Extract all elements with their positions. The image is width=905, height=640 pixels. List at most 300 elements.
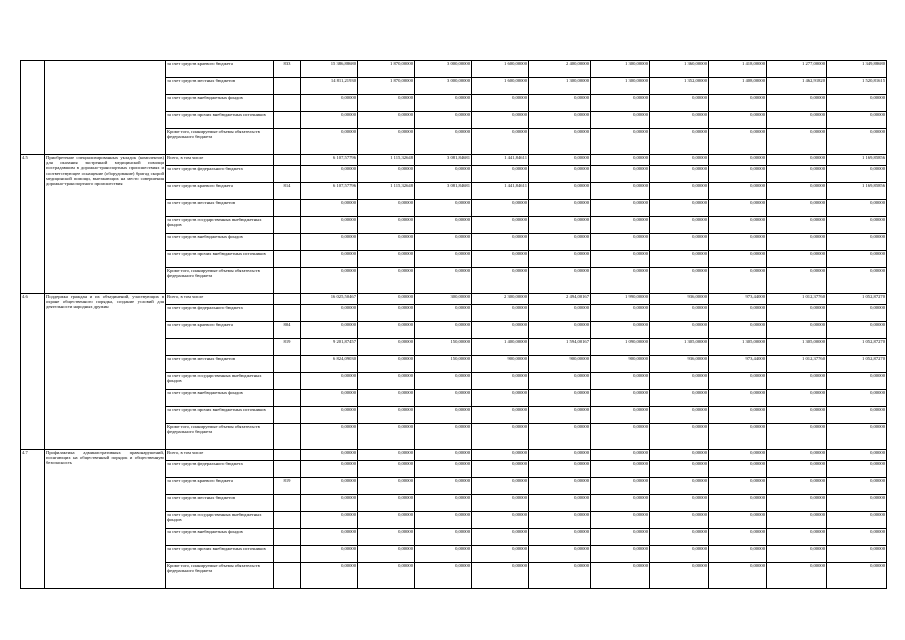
amount-cell: 0,00000 bbox=[472, 305, 529, 322]
amount-cell: 0,00000 bbox=[767, 322, 827, 339]
amount-cell: 1 520,81615 bbox=[827, 78, 887, 95]
amount-cell: 973,44000 bbox=[709, 356, 767, 373]
amount-cell: 0,00000 bbox=[767, 268, 827, 294]
amount-cell: 0,00000 bbox=[301, 563, 358, 589]
budget-code bbox=[274, 529, 301, 546]
amount-cell: 0,00000 bbox=[709, 166, 767, 183]
amount-cell: 0,00000 bbox=[358, 461, 415, 478]
amount-cell: 0,00000 bbox=[472, 166, 529, 183]
amount-cell: 0,00000 bbox=[767, 390, 827, 407]
funding-source: за счет средств прочих внебюджетных источников bbox=[166, 546, 274, 563]
amount-cell: 0,00000 bbox=[709, 529, 767, 546]
budget-code: 833 bbox=[274, 61, 301, 78]
amount-cell: 0,00000 bbox=[301, 478, 358, 495]
section-number: 4.7 bbox=[21, 450, 45, 589]
amount-cell: 0,00000 bbox=[301, 424, 358, 450]
amount-cell: 1 870,00000 bbox=[358, 78, 415, 95]
budget-code bbox=[274, 450, 301, 461]
amount-cell: 0,00000 bbox=[827, 166, 887, 183]
amount-cell: 0,00000 bbox=[415, 322, 472, 339]
table-body bbox=[21, 61, 887, 589]
amount-cell: 0,00000 bbox=[827, 112, 887, 129]
amount-cell: 0,00000 bbox=[415, 450, 472, 461]
amount-cell: 0,00000 bbox=[415, 251, 472, 268]
amount-cell: 0,00000 bbox=[767, 512, 827, 529]
amount-cell: 0,00000 bbox=[591, 95, 650, 112]
amount-cell: 0,00000 bbox=[415, 390, 472, 407]
amount-cell: 0,00000 bbox=[767, 495, 827, 512]
funding-source: за счет средств прочих внебюджетных источников bbox=[166, 251, 274, 268]
amount-cell: 1 360,00000 bbox=[650, 61, 709, 78]
amount-cell: 1 012,37760 bbox=[767, 294, 827, 305]
amount-cell: 936,00000 bbox=[650, 294, 709, 305]
amount-cell: 0,00000 bbox=[415, 424, 472, 450]
budget-code: 804 bbox=[274, 322, 301, 339]
amount-cell: 0,00000 bbox=[415, 563, 472, 589]
amount-cell: 0,00000 bbox=[827, 200, 887, 217]
amount-cell: 0,00000 bbox=[709, 322, 767, 339]
amount-cell: 2 300,00000 bbox=[472, 294, 529, 305]
amount-cell: 0,00000 bbox=[358, 546, 415, 563]
funding-source: за счет средств государственных внебюджетных фондов bbox=[166, 217, 274, 234]
amount-cell: 0,00000 bbox=[591, 322, 650, 339]
budget-code bbox=[274, 234, 301, 251]
budget-code bbox=[274, 461, 301, 478]
funding-source: за счет средств местных бюджетов bbox=[166, 78, 274, 95]
amount-cell: 0,00000 bbox=[650, 390, 709, 407]
amount-cell: 0,00000 bbox=[767, 563, 827, 589]
amount-cell: 0,00000 bbox=[591, 155, 650, 166]
amount-cell: 0,00000 bbox=[529, 373, 591, 390]
amount-cell: 900,00000 bbox=[529, 356, 591, 373]
amount-cell: 900,00000 bbox=[472, 356, 529, 373]
funding-source: за счет средств федерального бюджета bbox=[166, 166, 274, 183]
amount-cell: 0,00000 bbox=[827, 546, 887, 563]
amount-cell: 0,00000 bbox=[358, 407, 415, 424]
amount-cell: 0,00000 bbox=[650, 373, 709, 390]
amount-cell: 0,00000 bbox=[591, 461, 650, 478]
amount-cell: 0,00000 bbox=[709, 407, 767, 424]
funding-source: Всего, в том числе bbox=[166, 155, 274, 166]
budget-code bbox=[274, 155, 301, 166]
amount-cell: 0,00000 bbox=[529, 407, 591, 424]
amount-cell: 0,00000 bbox=[767, 450, 827, 461]
amount-cell: 1 462,91820 bbox=[767, 78, 827, 95]
amount-cell: 0,00000 bbox=[529, 129, 591, 155]
amount-cell: 0,00000 bbox=[650, 251, 709, 268]
amount-cell: 0,00000 bbox=[767, 200, 827, 217]
amount-cell: 0,00000 bbox=[767, 373, 827, 390]
amount-cell: 0,00000 bbox=[709, 251, 767, 268]
amount-cell: 0,00000 bbox=[650, 407, 709, 424]
amount-cell: 3 000,00000 bbox=[415, 78, 472, 95]
amount-cell: 0,00000 bbox=[650, 546, 709, 563]
budget-code bbox=[274, 95, 301, 112]
amount-cell: 0,00000 bbox=[358, 339, 415, 356]
amount-cell: 0,00000 bbox=[650, 512, 709, 529]
amount-cell: 0,00000 bbox=[650, 424, 709, 450]
amount-cell: 2 400,00000 bbox=[529, 61, 591, 78]
amount-cell: 6 824,09030 bbox=[301, 356, 358, 373]
amount-cell: 0,00000 bbox=[301, 512, 358, 529]
amount-cell: 0,00000 bbox=[529, 546, 591, 563]
amount-cell: 1 115,32648 bbox=[358, 183, 415, 200]
amount-cell: 0,00000 bbox=[529, 450, 591, 461]
amount-cell: 0,00000 bbox=[358, 495, 415, 512]
amount-cell: 1 169,85856 bbox=[827, 155, 887, 166]
amount-cell: 1 418,00000 bbox=[709, 61, 767, 78]
funding-source: за счет средств прочих внебюджетных источников bbox=[166, 407, 274, 424]
amount-cell: 1 305,00000 bbox=[767, 339, 827, 356]
amount-cell: 0,00000 bbox=[827, 390, 887, 407]
amount-cell: 0,00000 bbox=[591, 390, 650, 407]
amount-cell: 0,00000 bbox=[472, 373, 529, 390]
amount-cell: 0,00000 bbox=[709, 373, 767, 390]
amount-cell: 0,00000 bbox=[529, 166, 591, 183]
budget-code bbox=[274, 546, 301, 563]
amount-cell: 0,00000 bbox=[650, 183, 709, 200]
amount-cell: 0,00000 bbox=[650, 155, 709, 166]
budget-code bbox=[274, 217, 301, 234]
amount-cell: 0,00000 bbox=[591, 478, 650, 495]
amount-cell: 0,00000 bbox=[709, 234, 767, 251]
amount-cell: 0,00000 bbox=[767, 407, 827, 424]
amount-cell: 0,00000 bbox=[709, 183, 767, 200]
amount-cell: 0,00000 bbox=[301, 305, 358, 322]
amount-cell: 1 305,00000 bbox=[709, 339, 767, 356]
amount-cell: 0,00000 bbox=[767, 478, 827, 495]
amount-cell: 1 300,00000 bbox=[591, 78, 650, 95]
amount-cell: 0,00000 bbox=[358, 294, 415, 305]
funding-source: Всего, в том числе bbox=[166, 450, 274, 461]
amount-cell: 0,00000 bbox=[301, 322, 358, 339]
amount-cell: 0,00000 bbox=[827, 268, 887, 294]
amount-cell: 0,00000 bbox=[529, 478, 591, 495]
amount-cell: 0,00000 bbox=[358, 251, 415, 268]
amount-cell: 0,00000 bbox=[301, 234, 358, 251]
amount-cell: 3 081,84681 bbox=[415, 183, 472, 200]
amount-cell: 0,00000 bbox=[358, 95, 415, 112]
amount-cell: 0,00000 bbox=[415, 217, 472, 234]
amount-cell: 1 052,87270 bbox=[827, 294, 887, 305]
section-number bbox=[21, 61, 45, 155]
funding-source: за счет средств внебюджетных фондов bbox=[166, 95, 274, 112]
amount-cell: 1 408,00000 bbox=[709, 78, 767, 95]
amount-cell: 0,00000 bbox=[472, 217, 529, 234]
table-row bbox=[21, 61, 887, 78]
amount-cell: 0,00000 bbox=[529, 251, 591, 268]
section-description: Профилактика административных правонарушений, посягающих на общественный порядок и общественную безопасность bbox=[45, 450, 166, 589]
amount-cell: 0,00000 bbox=[591, 251, 650, 268]
amount-cell: 0,00000 bbox=[709, 200, 767, 217]
amount-cell: 0,00000 bbox=[529, 268, 591, 294]
amount-cell: 0,00000 bbox=[358, 200, 415, 217]
amount-cell: 0,00000 bbox=[767, 166, 827, 183]
amount-cell: 0,00000 bbox=[591, 373, 650, 390]
amount-cell: 0,00000 bbox=[650, 305, 709, 322]
amount-cell: 0,00000 bbox=[529, 200, 591, 217]
amount-cell: 0,00000 bbox=[358, 450, 415, 461]
amount-cell: 0,00000 bbox=[709, 390, 767, 407]
amount-cell: 0,00000 bbox=[650, 234, 709, 251]
amount-cell: 0,00000 bbox=[767, 112, 827, 129]
amount-cell: 0,00000 bbox=[301, 95, 358, 112]
table-row bbox=[21, 450, 887, 461]
budget-code: 819 bbox=[274, 339, 301, 356]
funding-source: за счет средств внебюджетных фондов bbox=[166, 234, 274, 251]
budget-code bbox=[274, 251, 301, 268]
amount-cell: 1 300,00000 bbox=[529, 78, 591, 95]
amount-cell: 0,00000 bbox=[529, 95, 591, 112]
amount-cell: 2 494,00167 bbox=[529, 294, 591, 305]
amount-cell: 1 352,00000 bbox=[650, 78, 709, 95]
amount-cell: 0,00000 bbox=[650, 95, 709, 112]
amount-cell: 0,00000 bbox=[529, 234, 591, 251]
budget-code bbox=[274, 373, 301, 390]
amount-cell: 0,00000 bbox=[301, 407, 358, 424]
amount-cell: 0,00000 bbox=[301, 461, 358, 478]
amount-cell: 1 349,88680 bbox=[827, 61, 887, 78]
amount-cell: 0,00000 bbox=[767, 546, 827, 563]
budget-code: 814 bbox=[274, 183, 301, 200]
amount-cell: 0,00000 bbox=[827, 450, 887, 461]
amount-cell: 1 600,00000 bbox=[472, 78, 529, 95]
funding-source: за счет средств прочих внебюджетных источников bbox=[166, 112, 274, 129]
budget-code bbox=[274, 129, 301, 155]
amount-cell: 0,00000 bbox=[591, 129, 650, 155]
amount-cell: 1 305,00000 bbox=[650, 339, 709, 356]
amount-cell: 0,00000 bbox=[472, 251, 529, 268]
amount-cell: 1 600,00000 bbox=[472, 61, 529, 78]
section-number: 4.5 bbox=[21, 155, 45, 294]
amount-cell: 0,00000 bbox=[709, 461, 767, 478]
amount-cell: 0,00000 bbox=[472, 322, 529, 339]
amount-cell: 0,00000 bbox=[529, 563, 591, 589]
section-description: Поддержка граждан и их объединений, участвующих в охране общественного порядка, создание условий для деятельности народных дружин bbox=[45, 294, 166, 450]
amount-cell: 936,00000 bbox=[650, 356, 709, 373]
budget-code bbox=[274, 407, 301, 424]
amount-cell: 0,00000 bbox=[650, 268, 709, 294]
amount-cell: 0,00000 bbox=[709, 450, 767, 461]
funding-source: за счет средств краевого бюджета bbox=[166, 183, 274, 200]
budget-code bbox=[274, 294, 301, 305]
amount-cell: 0,00000 bbox=[591, 529, 650, 546]
amount-cell: 0,00000 bbox=[415, 166, 472, 183]
funding-source: за счет средств государственных внебюджетных фондов bbox=[166, 512, 274, 529]
budget-code bbox=[274, 305, 301, 322]
budget-table bbox=[20, 60, 887, 589]
amount-cell: 0,00000 bbox=[767, 251, 827, 268]
section-description: Приобретение специализированных укладок (комплектов) для оказания экстренной медицинской помощи пострадавшим в дорожно-транспортных происшествиях и соответствующее оснащение (оборудование) бригад скорой медицинской помощи, выезжающих на место совершения дорожно-транспортного происшествия bbox=[45, 155, 166, 294]
amount-cell: 0,00000 bbox=[591, 217, 650, 234]
amount-cell: 0,00000 bbox=[591, 495, 650, 512]
amount-cell: 0,00000 bbox=[301, 495, 358, 512]
amount-cell: 0,00000 bbox=[472, 450, 529, 461]
funding-source bbox=[166, 339, 274, 356]
amount-cell: 0,00000 bbox=[415, 478, 472, 495]
amount-cell: 0,00000 bbox=[827, 424, 887, 450]
amount-cell: 0,00000 bbox=[591, 200, 650, 217]
amount-cell: 0,00000 bbox=[650, 495, 709, 512]
amount-cell: 0,00000 bbox=[415, 512, 472, 529]
amount-cell: 1 870,00000 bbox=[358, 61, 415, 78]
funding-source: за счет средств федерального бюджета bbox=[166, 461, 274, 478]
amount-cell: 0,00000 bbox=[767, 155, 827, 166]
amount-cell: 1 990,00000 bbox=[591, 294, 650, 305]
amount-cell: 3 081,84681 bbox=[415, 155, 472, 166]
amount-cell: 1 300,00000 bbox=[591, 61, 650, 78]
amount-cell: 0,00000 bbox=[358, 305, 415, 322]
amount-cell: 0,00000 bbox=[529, 322, 591, 339]
table-row bbox=[21, 155, 887, 166]
funding-source: за счет средств внебюджетных фондов bbox=[166, 390, 274, 407]
amount-cell: 0,00000 bbox=[358, 478, 415, 495]
amount-cell: 0,00000 bbox=[301, 546, 358, 563]
amount-cell: 0,00000 bbox=[650, 563, 709, 589]
amount-cell: 0,00000 bbox=[709, 563, 767, 589]
amount-cell: 6 107,57796 bbox=[301, 155, 358, 166]
amount-cell: 0,00000 bbox=[529, 512, 591, 529]
amount-cell: 900,00000 bbox=[591, 356, 650, 373]
amount-cell: 0,00000 bbox=[415, 495, 472, 512]
funding-source: Кроме того, планируемые объемы обязательств федерального бюджета bbox=[166, 268, 274, 294]
amount-cell: 0,00000 bbox=[415, 529, 472, 546]
amount-cell: 0,00000 bbox=[415, 268, 472, 294]
amount-cell: 0,00000 bbox=[472, 563, 529, 589]
funding-source: за счет средств краевого бюджета bbox=[166, 322, 274, 339]
amount-cell: 0,00000 bbox=[591, 546, 650, 563]
amount-cell: 150,00000 bbox=[415, 356, 472, 373]
amount-cell: 0,00000 bbox=[415, 305, 472, 322]
amount-cell: 1 012,37760 bbox=[767, 356, 827, 373]
amount-cell: 0,00000 bbox=[591, 407, 650, 424]
amount-cell: 0,00000 bbox=[529, 424, 591, 450]
amount-cell: 0,00000 bbox=[415, 234, 472, 251]
amount-cell: 0,00000 bbox=[472, 390, 529, 407]
budget-code: 819 bbox=[274, 478, 301, 495]
amount-cell: 0,00000 bbox=[301, 529, 358, 546]
budget-code bbox=[274, 390, 301, 407]
amount-cell: 0,00000 bbox=[767, 183, 827, 200]
amount-cell: 0,00000 bbox=[472, 112, 529, 129]
amount-cell: 0,00000 bbox=[415, 407, 472, 424]
amount-cell: 0,00000 bbox=[591, 512, 650, 529]
amount-cell: 0,00000 bbox=[591, 424, 650, 450]
amount-cell: 0,00000 bbox=[650, 461, 709, 478]
amount-cell: 0,00000 bbox=[591, 234, 650, 251]
amount-cell: 0,00000 bbox=[472, 546, 529, 563]
funding-source: за счет средств государственных внебюджетных фондов bbox=[166, 373, 274, 390]
amount-cell: 0,00000 bbox=[709, 546, 767, 563]
amount-cell: 0,00000 bbox=[767, 529, 827, 546]
amount-cell: 0,00000 bbox=[472, 268, 529, 294]
section-description bbox=[45, 61, 166, 155]
amount-cell: 0,00000 bbox=[472, 129, 529, 155]
amount-cell: 0,00000 bbox=[415, 546, 472, 563]
funding-source: Кроме того, планируемые объемы обязательств федерального бюджета bbox=[166, 563, 274, 589]
amount-cell: 0,00000 bbox=[591, 112, 650, 129]
amount-cell: 0,00000 bbox=[650, 129, 709, 155]
amount-cell: 1 115,32648 bbox=[358, 155, 415, 166]
amount-cell: 16 025,50467 bbox=[301, 294, 358, 305]
amount-cell: 0,00000 bbox=[358, 112, 415, 129]
funding-source: за счет средств федерального бюджета bbox=[166, 305, 274, 322]
amount-cell: 0,00000 bbox=[301, 200, 358, 217]
amount-cell: 0,00000 bbox=[472, 512, 529, 529]
amount-cell: 0,00000 bbox=[591, 563, 650, 589]
amount-cell: 0,00000 bbox=[472, 461, 529, 478]
amount-cell: 0,00000 bbox=[472, 529, 529, 546]
amount-cell: 0,00000 bbox=[709, 495, 767, 512]
amount-cell: 0,00000 bbox=[827, 217, 887, 234]
amount-cell: 0,00000 bbox=[709, 478, 767, 495]
amount-cell: 0,00000 bbox=[767, 424, 827, 450]
amount-cell: 0,00000 bbox=[358, 424, 415, 450]
amount-cell: 0,00000 bbox=[301, 268, 358, 294]
amount-cell: 0,00000 bbox=[529, 529, 591, 546]
amount-cell: 973,44000 bbox=[709, 294, 767, 305]
amount-cell: 0,00000 bbox=[709, 95, 767, 112]
amount-cell: 0,00000 bbox=[301, 390, 358, 407]
amount-cell: 0,00000 bbox=[827, 563, 887, 589]
amount-cell: 0,00000 bbox=[358, 217, 415, 234]
amount-cell: 0,00000 bbox=[472, 95, 529, 112]
amount-cell: 0,00000 bbox=[529, 155, 591, 166]
amount-cell: 0,00000 bbox=[301, 450, 358, 461]
amount-cell: 0,00000 bbox=[827, 251, 887, 268]
amount-cell: 0,00000 bbox=[358, 390, 415, 407]
budget-code bbox=[274, 424, 301, 450]
document-page bbox=[20, 60, 886, 589]
section-number: 4.6 bbox=[21, 294, 45, 450]
funding-source: за счет средств краевого бюджета bbox=[166, 478, 274, 495]
amount-cell: 0,00000 bbox=[358, 563, 415, 589]
amount-cell: 0,00000 bbox=[709, 305, 767, 322]
amount-cell: 1 169,85856 bbox=[827, 183, 887, 200]
amount-cell: 0,00000 bbox=[301, 166, 358, 183]
funding-source: за счет средств краевого бюджета bbox=[166, 61, 274, 78]
amount-cell: 0,00000 bbox=[591, 268, 650, 294]
amount-cell: 0,00000 bbox=[529, 390, 591, 407]
amount-cell: 1 441,84611 bbox=[472, 155, 529, 166]
funding-source: за счет средств внебюджетных фондов bbox=[166, 529, 274, 546]
funding-source: за счет средств местных бюджетов bbox=[166, 356, 274, 373]
amount-cell: 0,00000 bbox=[529, 217, 591, 234]
amount-cell: 0,00000 bbox=[709, 155, 767, 166]
amount-cell: 0,00000 bbox=[529, 305, 591, 322]
amount-cell: 0,00000 bbox=[650, 112, 709, 129]
amount-cell: 0,00000 bbox=[529, 461, 591, 478]
amount-cell: 0,00000 bbox=[827, 495, 887, 512]
amount-cell: 0,00000 bbox=[709, 268, 767, 294]
amount-cell: 0,00000 bbox=[827, 478, 887, 495]
funding-source: Кроме того, планируемые объемы обязательств федерального бюджета bbox=[166, 424, 274, 450]
amount-cell: 0,00000 bbox=[415, 461, 472, 478]
amount-cell: 1 594,00167 bbox=[529, 339, 591, 356]
amount-cell: 0,00000 bbox=[358, 268, 415, 294]
funding-source: за счет средств местных бюджетов bbox=[166, 200, 274, 217]
amount-cell: 0,00000 bbox=[472, 407, 529, 424]
amount-cell: 0,00000 bbox=[529, 495, 591, 512]
amount-cell: 0,00000 bbox=[358, 322, 415, 339]
amount-cell: 0,00000 bbox=[709, 129, 767, 155]
amount-cell: 0,00000 bbox=[472, 200, 529, 217]
amount-cell: 1 441,84611 bbox=[472, 183, 529, 200]
amount-cell: 0,00000 bbox=[529, 112, 591, 129]
amount-cell: 0,00000 bbox=[650, 322, 709, 339]
amount-cell: 3 000,00000 bbox=[415, 61, 472, 78]
amount-cell: 0,00000 bbox=[358, 373, 415, 390]
